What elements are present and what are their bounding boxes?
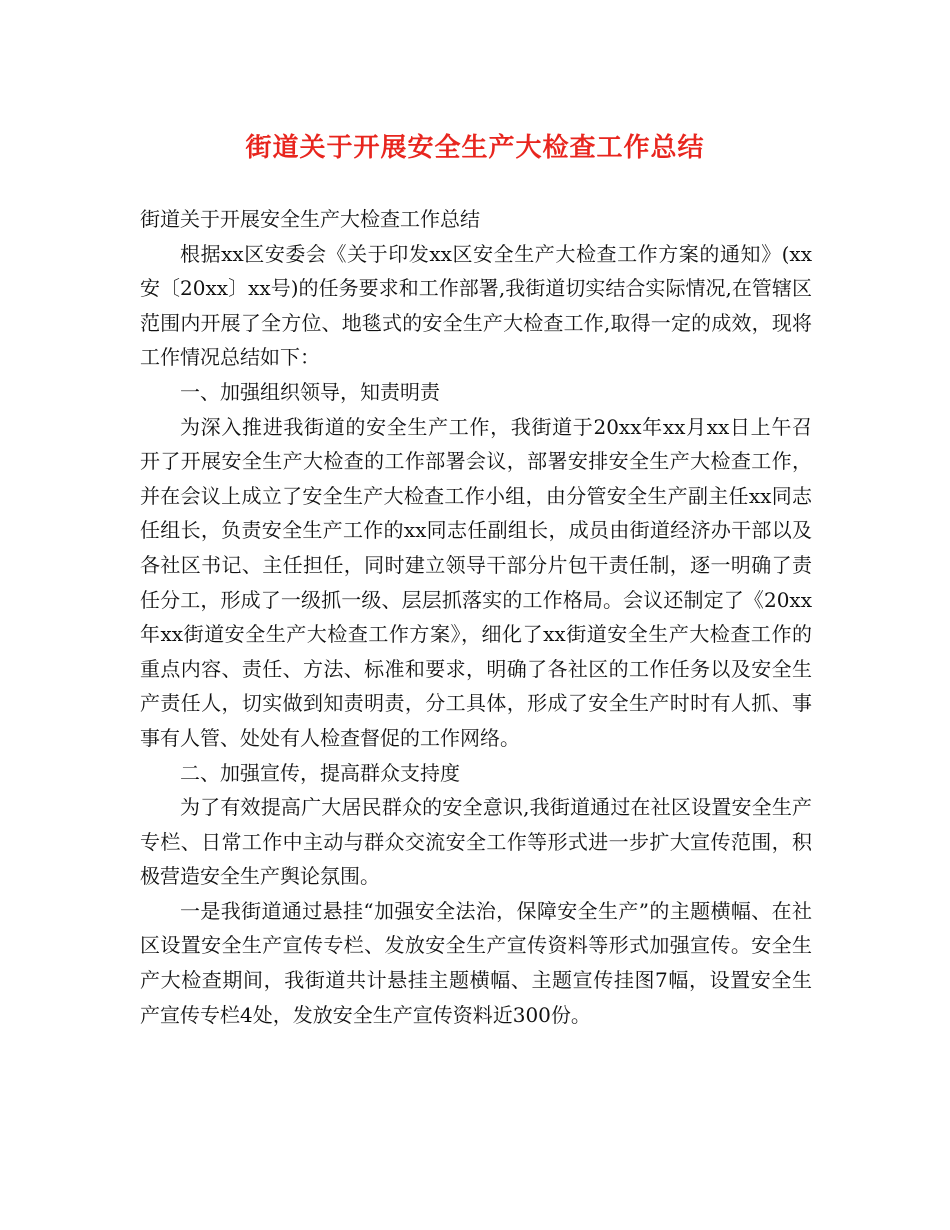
section-1-paragraph: 为深入推进我街道的安全生产工作，我街道于20xx年xx月xx日上午召开了开展安全生产大检查的工作部署会议，部署安排安全生产大检查工作，并在会议上成立了安全生产大检查工作小组，由分管安全生产副主任xx同志任组长，负责安全生产工作的xx同志任副组长，成员由街道经济办干部以及各社区书记、主任担任，同时建立领导干部分片包干责任制，逐一明确了责任分工，形成了一级抓一级、层层抓落实的工作格局。会议还制定了《20xx年xx街道安全生产大检查工作方案》，细化了xx街道安全生产大检查工作的重点内容、责任、方法、标准和要求，明确了各社区的工作任务以及安全生产责任人，切实做到知责明责，分工具体，形成了安全生产时时有人抓、事事有人管、处处有人检查督促的工作网络。 xyxy=(140,414,812,750)
document-body xyxy=(140,202,812,1032)
document-title: 街道关于开展安全生产大检查工作总结 xyxy=(245,133,705,163)
subtitle-paragraph: 街道关于开展安全生产大检查工作总结 xyxy=(140,207,480,231)
section-heading-1: 一、加强组织领导，知责明责 xyxy=(180,379,440,404)
section-2-item-1-paragraph: 一是我街道通过悬挂“加强安全法治，保障安全生产”的主题横幅、在社区设置安全生产宣传专栏、发放安全生产宣传资料等形式加强宣传。安全生产大检查期间，我街道共计悬挂主题横幅、主题宣传挂图7幅，设置安全生产宣传专栏4处，发放安全生产宣传资料近300份。 xyxy=(140,898,812,1027)
intro-paragraph: 根据xx区安委会《关于印发xx区安全生产大检查工作方案的通知》(xx安〔20xx〕xx号)的任务要求和工作部署,我街道切实结合实际情况,在管辖区范围内开展了全方位、地毯式的安全生产大检查工作,取得一定的成效，现将工作情况总结如下： xyxy=(140,241,812,370)
section-2-paragraph: 为了有效提高广大居民群众的安全意识,我街道通过在社区设置安全生产专栏、日常工作中主动与群众交流安全工作等形式进一步扩大宣传范围，积极营造安全生产舆论氛围。 xyxy=(140,795,812,889)
section-heading-2: 二、加强宣传，提高群众支持度 xyxy=(180,760,460,785)
